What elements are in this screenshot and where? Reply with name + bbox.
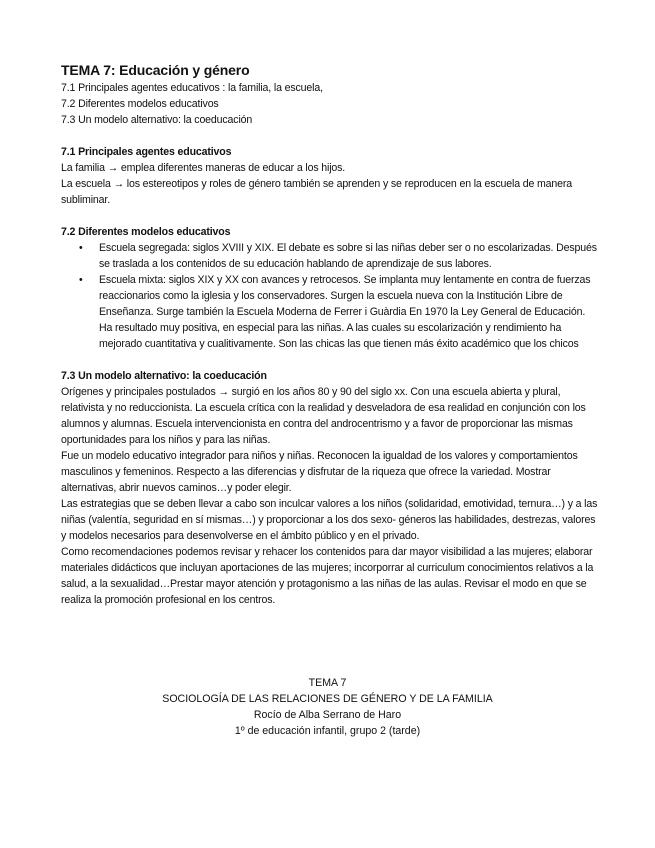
footer-line: Rocío de Alba Serrano de Haro	[253, 709, 402, 721]
paragraph: La familia → emplea diferentes maneras de educar a los hijos.	[61, 162, 346, 174]
footer-line: 1º de educación infantil, grupo 2 (tarde)	[234, 725, 421, 737]
document-body	[61, 60, 598, 608]
list-item	[61, 272, 598, 352]
section-heading: 7.2 Diferentes modelos educativos	[61, 226, 231, 238]
section-coeducacion	[61, 368, 598, 608]
paragraph: La escuela → los estereotipos y roles de género también se aprenden y se reproducen en la escuela de manera subliminar.	[61, 178, 573, 206]
list-item-text: Escuela mixta: siglos XIX y XX con avances y retrocesos. Se implanta muy lentamente en contra de fuerzas reaccionarios como la iglesia y los conservadores. Surgen la escuela nueva con la Institución Libre de Enseñanza. Surge también la Escuela Moderna de Ferrer i Guàrdia En 1970 la Ley General de Educación. Ha resultado muy positiva, en especial para las niñas. A las cuales su escolarización y rendimiento ha mejorado cuantitativa y cualitivamente. Son las chicas las que tienen más éxito académico que los chicos	[99, 274, 591, 350]
footer-line: SOCIOLOGÍA DE LAS RELACIONES DE GÉNERO Y DE LA FAMILIA	[162, 693, 493, 705]
list-item-text: Escuela segregada: siglos XVIII y XIX. El debate es sobre si las niñas deber ser o no escolarizadas. Después se traslada a los contenidos de su educación hablando de aprendizaje de sus labores.	[99, 242, 597, 270]
footer-line: TEMA 7	[308, 677, 347, 689]
section-heading: 7.3 Un modelo alternativo: la coeducación	[61, 370, 267, 382]
section-heading: 7.1 Principales agentes educativos	[61, 146, 232, 158]
bullet-icon: •	[79, 274, 83, 286]
document-title: TEMA 7: Educación y género	[61, 62, 250, 78]
section-modelos	[61, 224, 598, 352]
paragraph: Orígenes y principales postulados → surgió en los años 80 y 90 del siglo xx. Con una escuela abierta y plural, relativista y no reduccionista. La escuela crítica con la realidad y desveladora de esa realidad en conjunción con los alumnos y alumnas. Escuela intervencionista en contra del androcentrismo y a favor de proporcionar las mismas oportunidades para los niños y para las niñas.	[61, 386, 586, 446]
bullet-list	[61, 240, 598, 352]
list-item	[61, 240, 598, 272]
table-of-contents	[61, 80, 598, 128]
paragraph: Como recomendaciones podemos revisar y rehacer los contenidos para dar mayor visibilidad a las mujeres; elaborar materiales didácticos que incluyan aportaciones de las mujeres; incorporrar al curriculum conocimientos relativos a la salud, a la sexualidad…Prestar mayor atención y protagonismo a las niñas de las aulas. Revisar el modo en que se realiza la promoción profesional en los centros.	[61, 546, 594, 606]
bullet-icon: •	[79, 242, 83, 254]
document-footer	[0, 675, 655, 739]
paragraph: Las estrategias que se deben llevar a cabo son inculcar valores a los niños (solidaridad, emotividad, ternura…) y a las niñas (valentía, seguridad en sí mismas…) y proporcionar a los dos sexo- géneros las habilidades, destrezas, valores y modelos necesarios para desenvolverse en el ámbito público y en el privado.	[61, 498, 598, 542]
toc-item: 7.1 Principales agentes educativos : la familia, la escuela,	[61, 82, 323, 94]
paragraph: Fue un modelo educativo integrador para niños y niñas. Reconocen la igualdad de los valores y comportamientos masculinos y femeninos. Respecto a las diferencias y disfrutar de la riqueza que ofrece la variedad. Mostrar alternativas, abrir nuevos caminos…y poder elegir.	[61, 450, 578, 494]
section-agentes	[61, 144, 598, 208]
toc-item: 7.3 Un modelo alternativo: la coeducación	[61, 114, 253, 126]
toc-item: 7.2 Diferentes modelos educativos	[61, 98, 219, 110]
